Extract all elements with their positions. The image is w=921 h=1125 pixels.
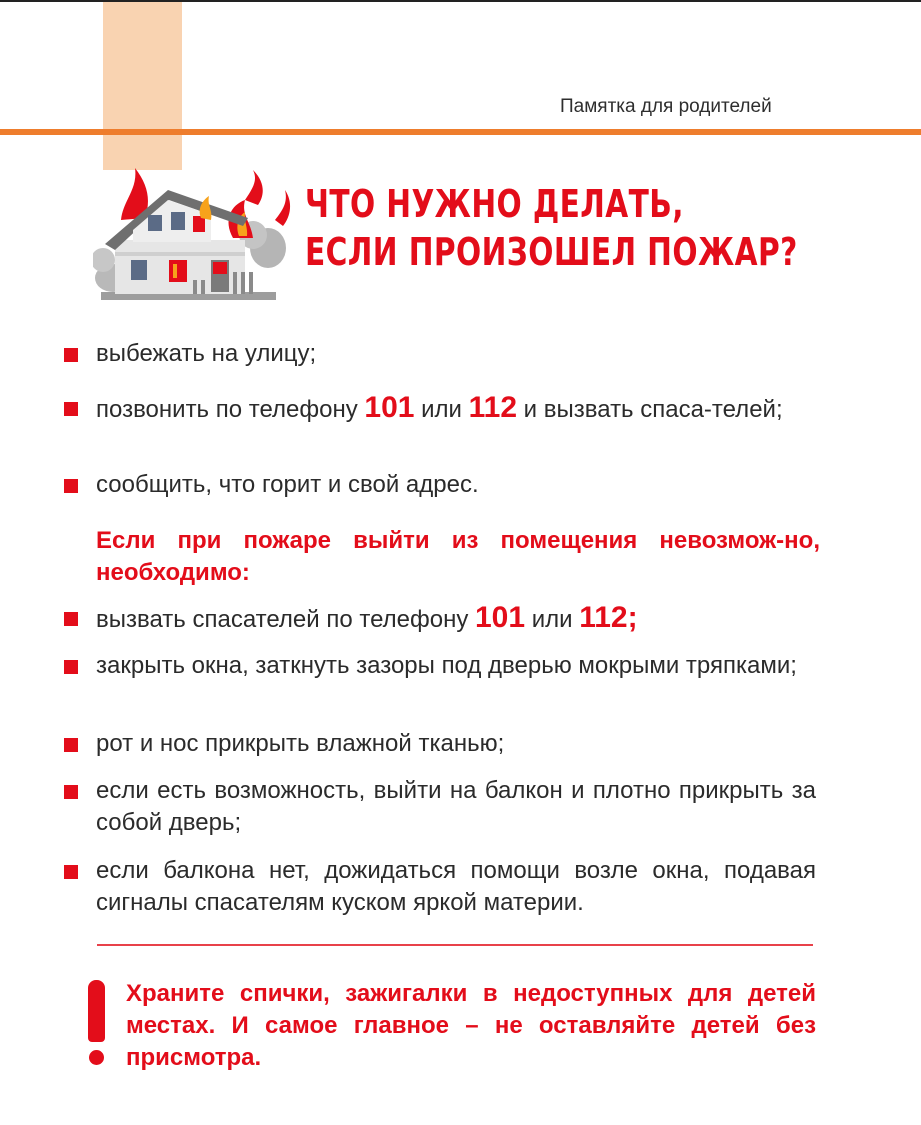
bullet-square-icon <box>64 865 78 879</box>
list-item-text <box>96 600 816 638</box>
red-divider <box>97 944 813 946</box>
list-item <box>64 338 816 370</box>
text-segment: вызвать спасателей по телефону <box>96 606 475 633</box>
main-title <box>305 180 798 276</box>
bullet-square-icon <box>64 785 78 799</box>
orange-divider <box>0 129 921 135</box>
list-item-text: выбежать на улицу; <box>96 340 317 367</box>
bullet-square-icon <box>64 612 78 626</box>
phone-number-101: 101 <box>474 601 526 634</box>
main-title-line1: ЧТО НУЖНО ДЕЛАТЬ, <box>305 182 684 226</box>
subheading-impossible-exit: Если при пожаре выйти из помещения невозмож-но, необходимо: <box>96 527 820 586</box>
list-item <box>64 650 816 682</box>
list-item <box>64 600 816 638</box>
burning-house-illustration <box>93 160 293 310</box>
list-item-text: рот и нос прикрыть влажной тканью; <box>96 730 505 757</box>
list-item-text <box>96 388 816 430</box>
exclamation-dot-icon <box>89 1050 104 1065</box>
list-item <box>64 855 816 919</box>
decorative-peach-stripe <box>103 2 182 170</box>
list-item <box>64 775 816 839</box>
bullet-square-icon <box>64 660 78 674</box>
bullet-square-icon <box>64 738 78 752</box>
list-item-text: сообщить, что горит и свой адрес. <box>96 471 479 498</box>
warning-text: Храните спички, зажигалки в недоступных для детей местах. И самое главное – не оставляйте детей без присмотра. <box>126 980 816 1071</box>
list-item-text: закрыть окна, заткнуть зазоры под дверью мокрыми тряпками; <box>96 652 797 679</box>
text-segment: позвонить по телефону <box>96 396 365 423</box>
list-item <box>64 388 816 430</box>
list-item-text: если есть возможность, выйти на балкон и плотно прикрыть за собой дверь; <box>96 777 816 836</box>
list-item-text: если балкона нет, дожидаться помощи возле окна, подавая сигналы спасателям куском яркой материи. <box>96 857 816 916</box>
phone-number-112: 112; <box>579 601 638 634</box>
text-segment: и вызвать спаса-телей; <box>517 396 783 423</box>
text-segment: или <box>414 396 469 423</box>
exclamation-icon <box>88 980 105 1042</box>
main-title-line2: ЕСЛИ ПРОИЗОШЕЛ ПОЖАР? <box>305 230 798 274</box>
phone-number-101: 101 <box>364 391 415 424</box>
bullet-square-icon <box>64 348 78 362</box>
text-segment: или <box>525 606 580 633</box>
header-label: Памятка для родителей <box>560 96 772 117</box>
list-item <box>64 728 816 760</box>
bullet-square-icon <box>64 479 78 493</box>
bullet-square-icon <box>64 402 78 416</box>
list-item <box>64 469 816 501</box>
phone-number-112: 112 <box>468 391 518 424</box>
